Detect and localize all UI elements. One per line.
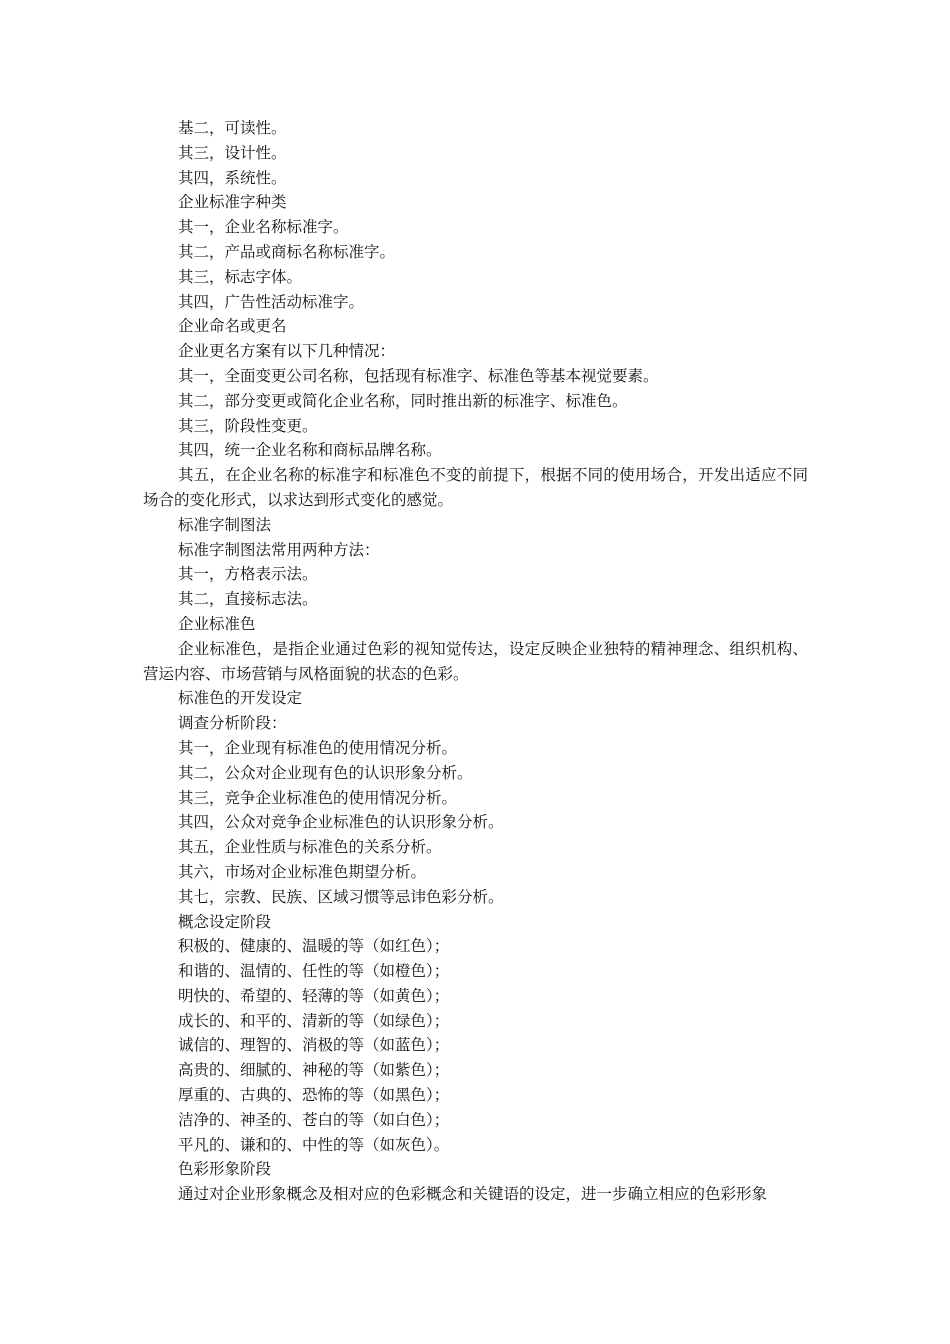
paragraph: 积极的、健康的、温暖的等（如红色）； <box>178 937 450 956</box>
section-heading: 企业标准字种类 <box>178 193 287 212</box>
paragraph: 其四，广告性活动标准字。 <box>178 292 365 311</box>
section-heading: 概念设定阶段 <box>178 912 272 931</box>
paragraph: 厚重的、古典的、恐怖的等（如黑色）； <box>178 1086 450 1105</box>
paragraph: 企业标准色，是指企业通过色彩的视知觉传达，设定反映企业独特的精神理念、组织机构、营运内容、市场营销与风格面貌的状态的色彩。 <box>143 639 808 683</box>
paragraph: 其一，企业名称标准字。 <box>178 218 349 237</box>
paragraph: 洁净的、神圣的、苍白的等（如白色）； <box>178 1110 450 1129</box>
paragraph: 其四，统一企业名称和商标品牌名称。 <box>178 441 442 460</box>
paragraph: 其五，在企业名称的标准字和标准色不变的前提下，根据不同的使用场合，开发出适应不同场合的变化形式，以求达到形式变化的感觉。 <box>143 466 808 509</box>
paragraph: 其六，市场对企业标准色期望分析。 <box>178 862 427 881</box>
paragraph: 明快的、希望的、轻薄的等（如黄色）； <box>178 986 450 1005</box>
paragraph: 诚信的、理智的、消极的等（如蓝色）； <box>178 1036 450 1055</box>
section-heading: 企业命名或更名 <box>178 317 287 336</box>
paragraph: 其二，产品或商标名称标准字。 <box>178 242 396 261</box>
paragraph: 其七，宗教、民族、区域习惯等忌讳色彩分析。 <box>178 887 504 906</box>
paragraph: 其三，标志字体。 <box>178 267 303 286</box>
paragraph: 其一，企业现有标准色的使用情况分析。 <box>178 738 458 757</box>
paragraph: 高贵的、细腻的、神秘的等（如紫色）； <box>178 1061 450 1080</box>
document-page <box>143 116 808 1207</box>
paragraph: 成长的、和平的、清新的等（如绿色）； <box>178 1011 450 1030</box>
paragraph: 和谐的、温情的、任性的等（如橙色）； <box>178 962 450 981</box>
paragraph: 其二，直接标志法。 <box>178 590 318 609</box>
section-heading: 标准色的开发设定 <box>178 689 303 708</box>
paragraph: 其五，企业性质与标准色的关系分析。 <box>178 838 442 857</box>
paragraph: 企业更名方案有以下几种情况： <box>178 342 396 361</box>
paragraph: 调查分析阶段： <box>178 714 287 733</box>
paragraph: 其二，部分变更或简化企业名称，同时推出新的标准字、标准色。 <box>178 391 628 410</box>
section-heading: 标准字制图法 <box>178 515 272 534</box>
paragraph: 其二，公众对企业现有色的认识形象分析。 <box>178 763 473 782</box>
paragraph: 其三，阶段性变更。 <box>178 416 318 435</box>
paragraph: 其四，系统性。 <box>178 168 287 187</box>
paragraph: 其一，全面变更公司名称，包括现有标准字、标准色等基本视觉要素。 <box>178 366 659 385</box>
paragraph: 其四，公众对竞争企业标准色的认识形象分析。 <box>178 813 504 832</box>
paragraph: 其三，竞争企业标准色的使用情况分析。 <box>178 788 458 807</box>
section-heading: 企业标准色 <box>178 614 256 633</box>
paragraph: 其三，设计性。 <box>178 143 287 162</box>
paragraph: 平凡的、谦和的、中性的等（如灰色）。 <box>178 1135 450 1154</box>
section-heading: 色彩形象阶段 <box>178 1160 272 1179</box>
paragraph: 基二，可读性。 <box>178 119 287 137</box>
paragraph: 通过对企业形象概念及相对应的色彩概念和关键语的设定，进一步确立相应的色彩形象 <box>178 1185 768 1204</box>
paragraph: 其一，方格表示法。 <box>178 565 318 584</box>
paragraph: 标准字制图法常用两种方法： <box>178 540 380 559</box>
